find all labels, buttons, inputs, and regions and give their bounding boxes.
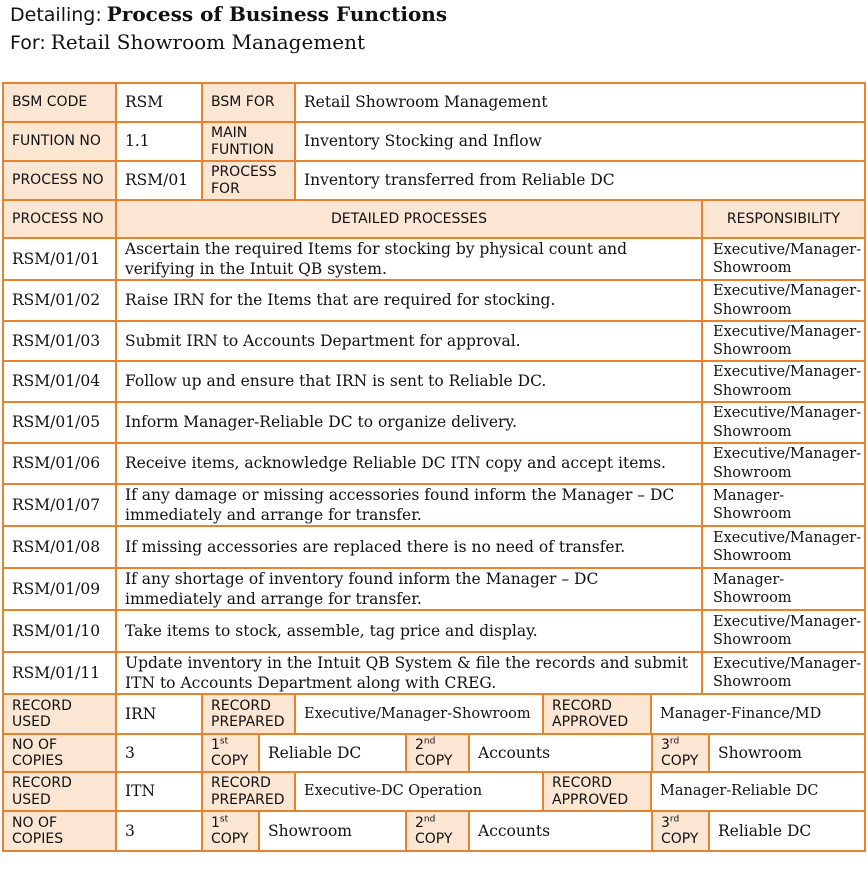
process-responsibility: Executive/Manager-Showroom <box>713 241 862 276</box>
copy-3-word: COPY <box>661 831 699 847</box>
process-description: Take items to stock, assemble, tag price and display. <box>117 611 703 651</box>
bsm-for-value: Retail Showroom Management <box>304 93 548 112</box>
record-prepared-value: Executive/Manager-Showroom <box>296 695 544 733</box>
copies-row <box>4 735 864 773</box>
info-row-bsm <box>4 84 864 123</box>
copy-2-value: Accounts <box>470 812 653 850</box>
process-description: If missing accessories are replaced there is no need of transfer. <box>117 527 703 567</box>
record-used-value: IRN <box>117 695 203 733</box>
table-row <box>4 403 864 444</box>
copy-1-word: COPY <box>211 831 249 847</box>
columns-header-row <box>4 201 864 239</box>
info-row-function <box>4 123 864 162</box>
process-description: Update inventory in the Intuit QB System & file the records and submit ITN to Accounts Department along with CREG. <box>117 653 703 693</box>
copy-3-suffix: rd <box>669 814 680 825</box>
bsm-code-label: BSM CODE <box>4 84 117 121</box>
main-function-value: Inventory Stocking and Inflow <box>304 132 542 151</box>
process-description: Ascertain the required Items for stocking by physical count and verifying in the Intuit QB system. <box>117 239 703 279</box>
table-row <box>4 362 864 403</box>
process-description: Receive items, acknowledge Reliable DC ITN copy and accept items. <box>117 444 703 483</box>
copy-1-word: COPY <box>211 753 249 769</box>
copy-2-value: Accounts <box>470 735 653 771</box>
copy-3-label <box>653 735 710 771</box>
record-used-row <box>4 695 864 735</box>
record-used-label: RECORD USED <box>4 773 117 810</box>
copy-2-suffix: nd <box>423 736 436 747</box>
table-row <box>4 527 864 569</box>
process-table <box>2 82 866 852</box>
process-responsibility: Executive/Manager-Showroom <box>713 283 862 318</box>
process-responsibility: Executive/Manager-Showroom <box>713 655 862 690</box>
process-responsibility: Executive/Manager-Showroom <box>713 446 862 481</box>
copies-value: 3 <box>117 735 203 771</box>
process-responsibility: Executive/Manager-Showroom <box>713 364 862 399</box>
for-value: Retail Showroom Management <box>50 30 366 54</box>
copy-1-number: 1 <box>211 814 220 831</box>
copy-2-word: COPY <box>415 753 453 769</box>
copy-2-label <box>407 735 470 771</box>
copy-2-number: 2 <box>415 736 424 753</box>
copy-3-value: Reliable DC <box>718 821 812 840</box>
process-responsibility: Manager-Showroom <box>713 571 792 606</box>
process-number: RSM/01/04 <box>4 362 117 401</box>
detailing-header <box>10 2 447 27</box>
process-for-label: PROCESS FOR <box>203 162 296 199</box>
process-number: RSM/01/02 <box>4 281 117 320</box>
table-row <box>4 322 864 362</box>
process-number: RSM/01/09 <box>4 569 117 609</box>
process-number: RSM/01/07 <box>4 485 117 525</box>
process-description: Inform Manager-Reliable DC to organize delivery. <box>117 403 703 442</box>
record-approved-value: Manager-Finance/MD <box>660 705 822 722</box>
table-row <box>4 611 864 653</box>
table-row <box>4 239 864 281</box>
function-no-label: FUNTION NO <box>4 123 117 160</box>
for-header <box>10 30 365 55</box>
process-number: RSM/01/03 <box>4 322 117 360</box>
table-row <box>4 485 864 527</box>
process-responsibility: Executive/Manager-Showroom <box>713 405 862 440</box>
table-row <box>4 569 864 611</box>
bsm-code-value: RSM <box>117 84 203 121</box>
process-number: RSM/01/11 <box>4 653 117 693</box>
record-approved-label: RECORD APPROVED <box>544 695 652 733</box>
process-description: If any damage or missing accessories found inform the Manager – DC immediately and arrange for transfer. <box>117 485 703 525</box>
function-no-value: 1.1 <box>117 123 203 160</box>
copy-3-label <box>653 812 710 850</box>
process-no-label: PROCESS NO <box>4 162 117 199</box>
detailing-value: Process of Business Functions <box>106 2 448 26</box>
copy-1-label <box>203 812 260 850</box>
copy-1-suffix: st <box>219 814 229 825</box>
table-row <box>4 444 864 485</box>
copy-1-value: Showroom <box>260 812 407 850</box>
copy-3-number: 3 <box>661 814 670 831</box>
copy-1-label <box>203 735 260 771</box>
copy-3-suffix: rd <box>669 736 680 747</box>
copy-3-number: 3 <box>661 736 670 753</box>
copies-row <box>4 812 864 850</box>
copy-3-value: Showroom <box>718 743 802 762</box>
bsm-for-label: BSM FOR <box>203 84 296 121</box>
process-responsibility: Manager-Showroom <box>713 487 792 522</box>
copies-label: NO OF COPIES <box>4 812 117 850</box>
copy-2-number: 2 <box>415 814 424 831</box>
process-description: If any shortage of inventory found inform the Manager – DC immediately and arrange for transfer. <box>117 569 703 609</box>
copy-1-value: Reliable DC <box>260 735 407 771</box>
copies-value: 3 <box>117 812 203 850</box>
record-prepared-value: Executive-DC Operation <box>296 773 544 810</box>
process-number: RSM/01/05 <box>4 403 117 442</box>
process-number: RSM/01/08 <box>4 527 117 567</box>
record-approved-value: Manager-Reliable DC <box>660 783 819 800</box>
process-description: Raise IRN for the Items that are required for stocking. <box>117 281 703 320</box>
copy-2-word: COPY <box>415 831 453 847</box>
copy-2-label <box>407 812 470 850</box>
for-label: For: <box>10 32 46 54</box>
process-for-value: Inventory transferred from Reliable DC <box>304 171 615 190</box>
record-used-value: ITN <box>117 773 203 810</box>
record-prepared-label: RECORD PREPARED <box>203 695 296 733</box>
table-row <box>4 281 864 322</box>
process-number: RSM/01/01 <box>4 239 117 279</box>
process-responsibility: Executive/Manager-Showroom <box>713 529 862 564</box>
column-detailed-processes: DETAILED PROCESSES <box>117 201 703 237</box>
process-number: RSM/01/10 <box>4 611 117 651</box>
main-function-label: MAIN FUNTION <box>203 123 296 160</box>
table-row <box>4 653 864 695</box>
info-row-process <box>4 162 864 201</box>
process-responsibility: Executive/Manager-Showroom <box>713 323 862 358</box>
copy-1-number: 1 <box>211 736 220 753</box>
column-process-no: PROCESS NO <box>4 201 117 237</box>
detailing-label: Detailing: <box>10 4 102 26</box>
copies-label: NO OF COPIES <box>4 735 117 771</box>
record-used-label: RECORD USED <box>4 695 117 733</box>
record-used-row <box>4 773 864 812</box>
record-prepared-label: RECORD PREPARED <box>203 773 296 810</box>
copy-1-suffix: st <box>219 736 229 747</box>
copy-3-word: COPY <box>661 753 699 769</box>
process-number: RSM/01/06 <box>4 444 117 483</box>
column-responsibility: RESPONSIBILITY <box>703 201 864 237</box>
process-description: Follow up and ensure that IRN is sent to Reliable DC. <box>117 362 703 401</box>
record-approved-label: RECORD APPROVED <box>544 773 652 810</box>
copy-2-suffix: nd <box>423 814 436 825</box>
process-description: Submit IRN to Accounts Department for approval. <box>117 322 703 360</box>
process-responsibility: Executive/Manager-Showroom <box>713 613 862 648</box>
process-no-value: RSM/01 <box>117 162 203 199</box>
